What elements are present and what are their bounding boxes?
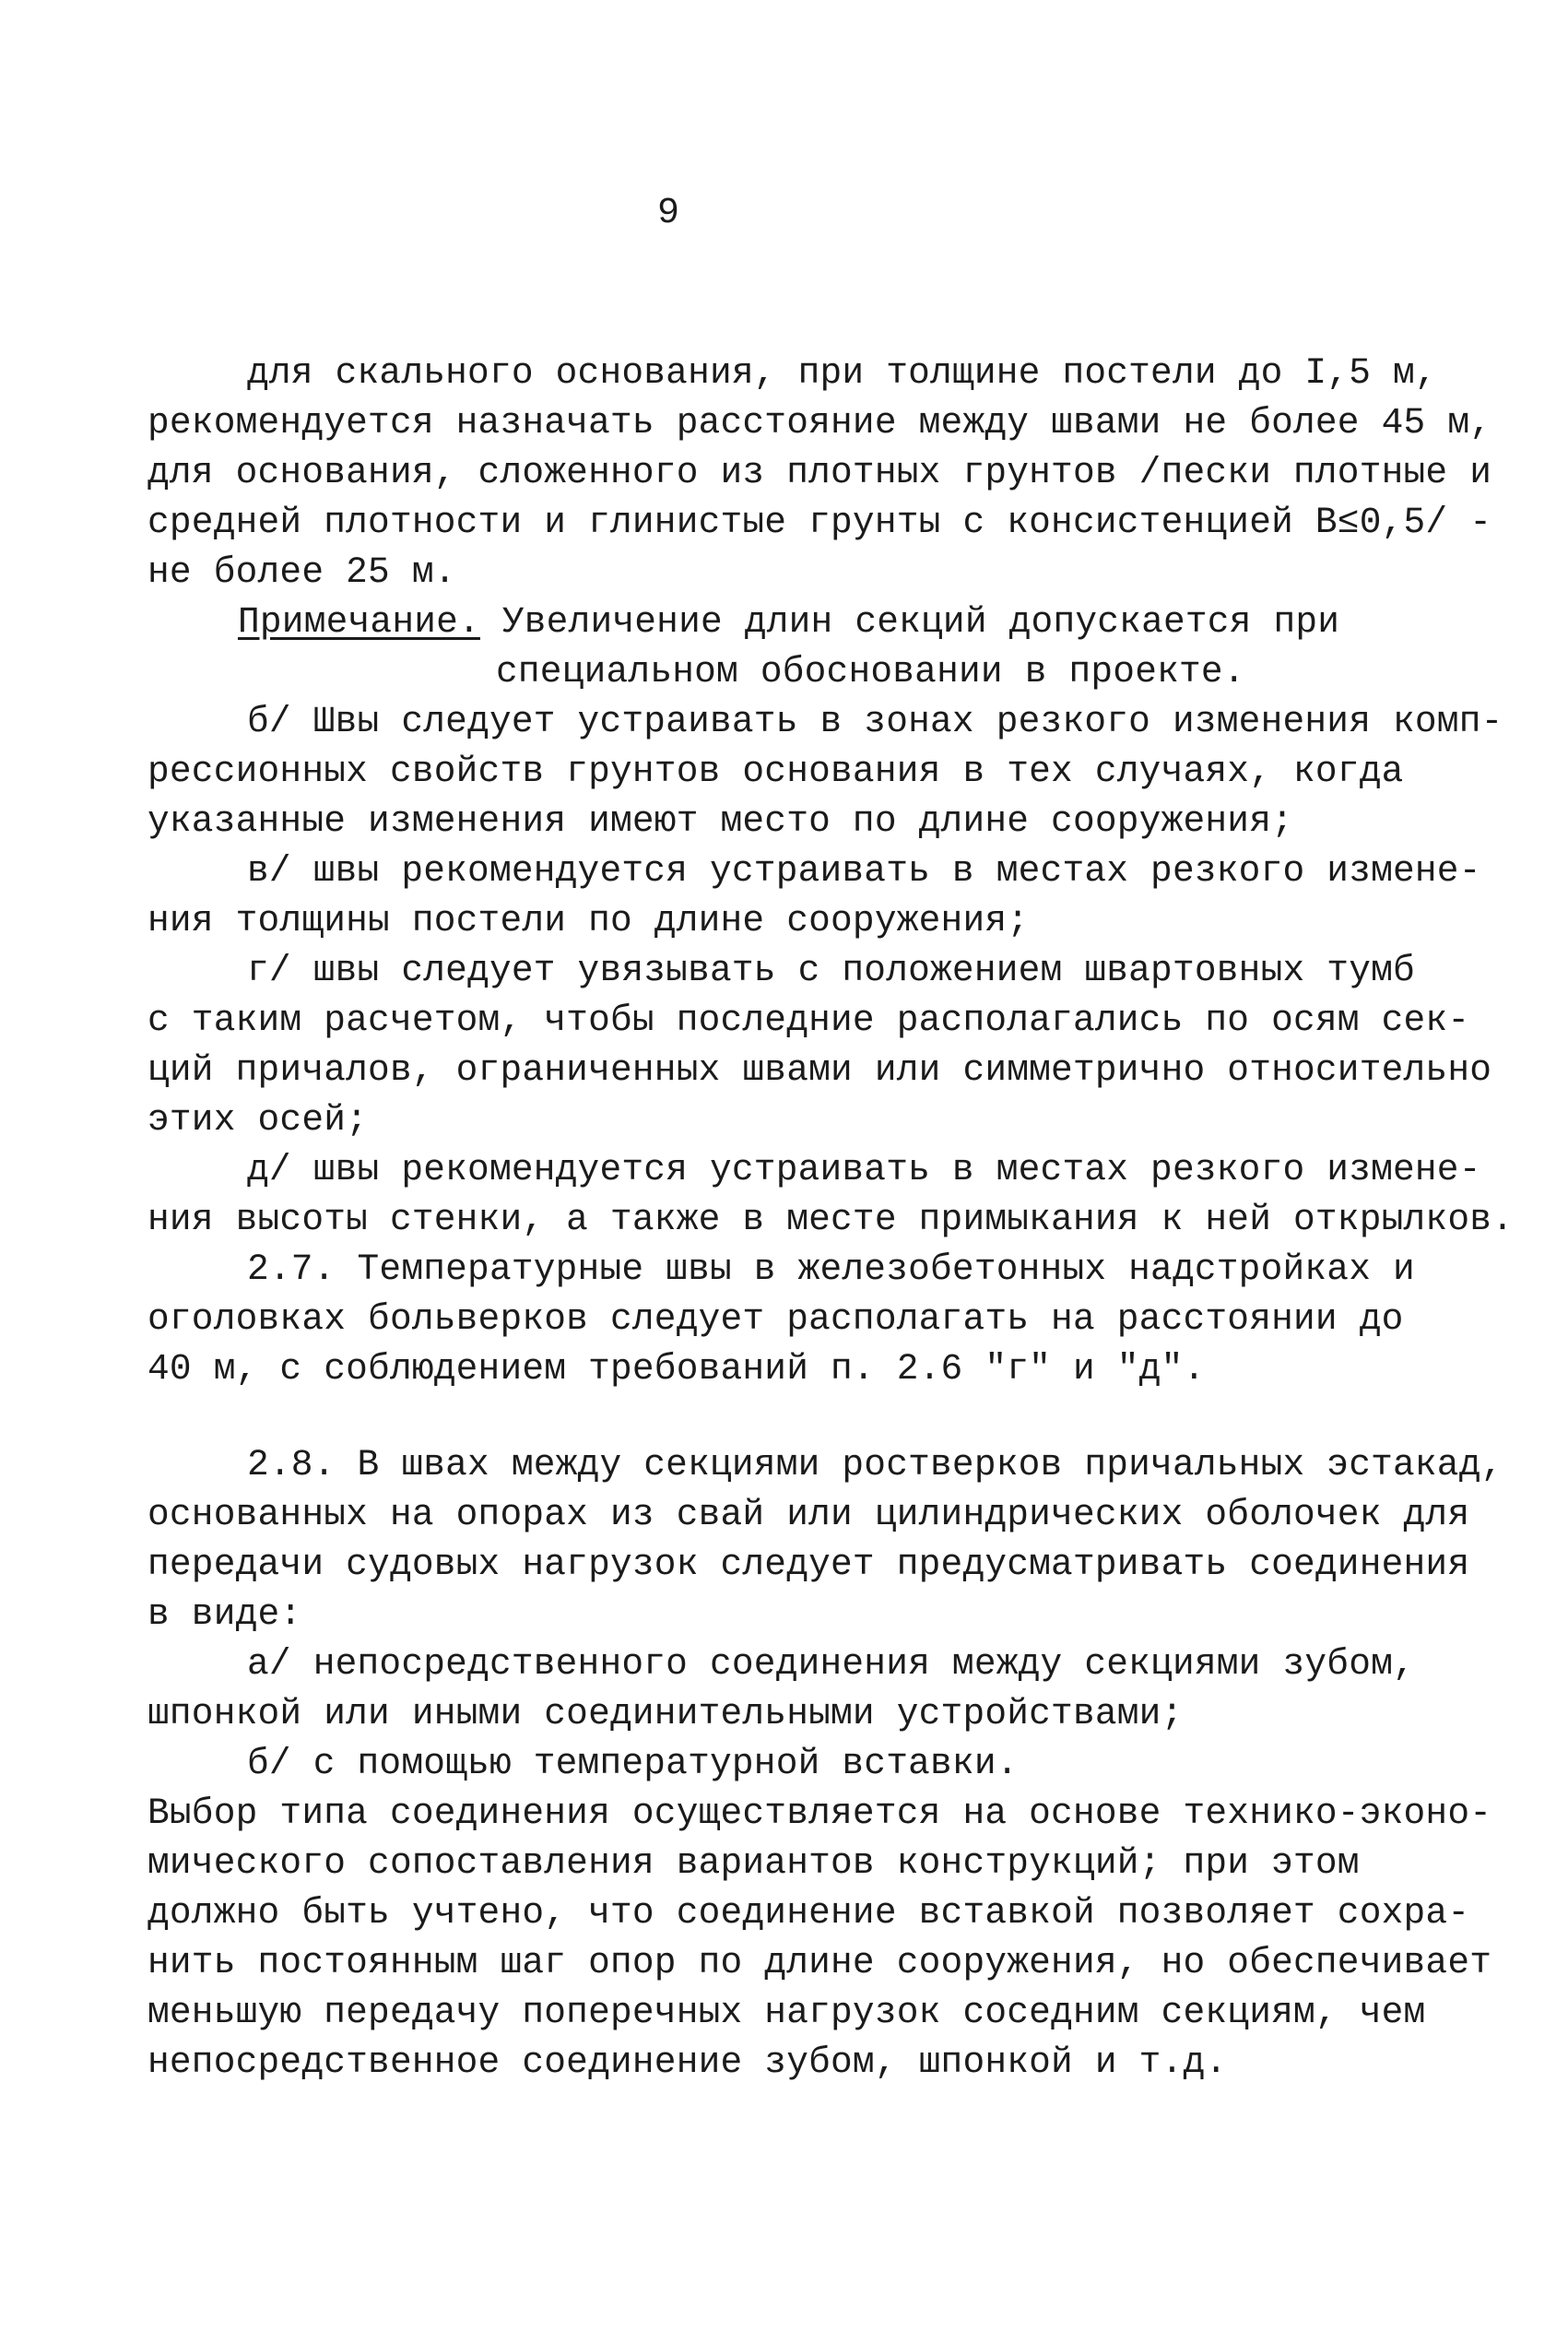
text-line: б/ Швы следует устраивать в зонах резкого изменения комп- xyxy=(247,701,1503,742)
note-text: Увеличение длин секций допускается при xyxy=(501,601,1340,643)
text-line: для основания, сложенного из плотных грунтов /пески плотные и xyxy=(147,452,1492,493)
text-line: д/ швы рекомендуется устраивать в местах резкого измене- xyxy=(247,1149,1481,1190)
text-line: меньшую передачу поперечных нагрузок соседним секциям, чем xyxy=(147,1992,1426,2033)
text-line: специальном обосновании в проекте. xyxy=(496,651,1245,692)
text-line: этих осей; xyxy=(147,1099,369,1141)
text-line: рессионных свойств грунтов основания в тех случаях, когда xyxy=(147,751,1404,792)
page-number: 9 xyxy=(656,193,679,234)
text-line: ния высоты стенки, а также в месте примыкания к ней открылков. xyxy=(147,1199,1515,1240)
text-line: основанных на опорах из свай или цилиндрических оболочек для xyxy=(147,1494,1470,1535)
text-line: 2.7. Температурные швы в железобетонных надстройках и xyxy=(247,1248,1415,1290)
text-line: шпонкой или иными соединительными устройствами; xyxy=(147,1693,1184,1734)
note-line xyxy=(238,599,1339,645)
text-line: а/ непосредственного соединения между секциями зубом, xyxy=(247,1643,1415,1685)
text-line: в виде: xyxy=(147,1593,302,1635)
text-line: Выбор типа соединения осуществляется на основе технико-эконо- xyxy=(147,1793,1492,1834)
text-line: ния толщины постели по длине сооружения; xyxy=(147,900,1030,941)
text-line: 2.8. В швах между секциями ростверков причальных эстакад, xyxy=(247,1444,1503,1485)
text-line: б/ с помощью температурной вставки. xyxy=(247,1743,1019,1784)
text-line: указанные изменения имеют место по длине сооружения; xyxy=(147,800,1294,842)
text-line: с таким расчетом, чтобы последние располагались по осям сек- xyxy=(147,1000,1470,1041)
text-line: 40 м, с соблюдением требований п. 2.6 "г" и "д". xyxy=(147,1348,1206,1390)
text-line: оголовках больверков следует располагать на расстоянии до xyxy=(147,1298,1404,1340)
text-line: нить постоянным шаг опор по длине сооружения, но обеспечивает xyxy=(147,1942,1492,1983)
note-label: Примечание. xyxy=(238,601,480,643)
text-line: г/ швы следует увязывать с положением швартовных тумб xyxy=(247,950,1415,991)
text-line: средней плотности и глинистые грунты с консистенцией B≤0,5/ - xyxy=(147,502,1492,543)
text-line: должно быть учтено, что соединение вставкой позволяет сохра- xyxy=(147,1892,1470,1934)
text-line: мического сопоставления вариантов конструкций; при этом xyxy=(147,1842,1360,1884)
text-line: рекомендуется назначать расстояние между швами не более 45 м, xyxy=(147,402,1492,444)
text-line: непосредственное соединение зубом, шпонкой и т.д. xyxy=(147,2041,1228,2083)
text-line: ций причалов, ограниченных швами или симметрично относительно xyxy=(147,1049,1492,1091)
text-line: в/ швы рекомендуется устраивать в местах резкого измене- xyxy=(247,850,1481,892)
text-line: для скального основания, при толщине постели до I,5 м, xyxy=(247,352,1437,394)
text-line: передачи судовых нагрузок следует предусматривать соединения xyxy=(147,1544,1470,1585)
text-line: не более 25 м. xyxy=(147,551,456,593)
